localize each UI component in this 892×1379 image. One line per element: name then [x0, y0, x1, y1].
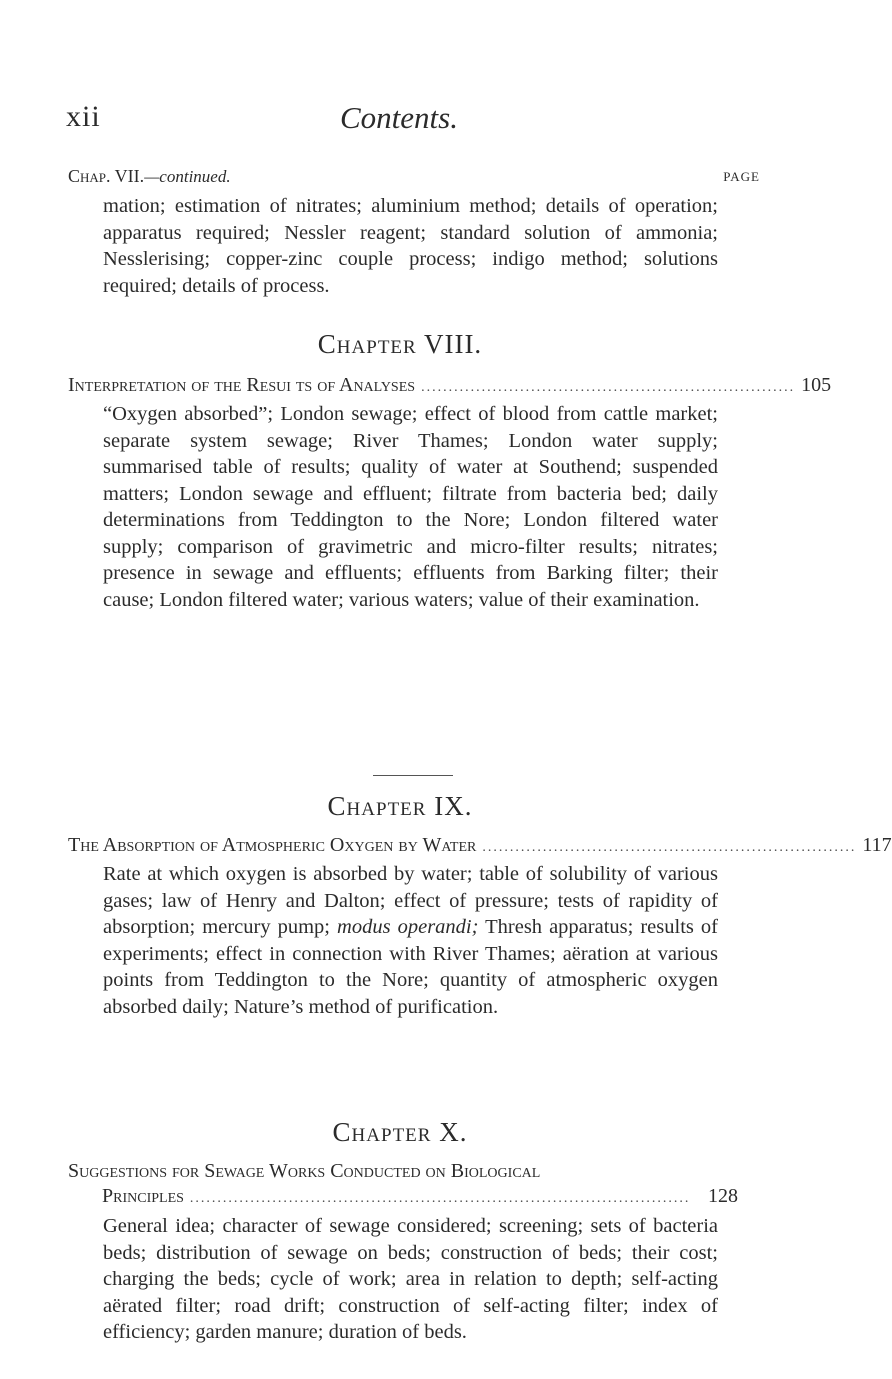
- continued-chapter-label: Chap. VII.: [68, 166, 145, 186]
- page-column-label: PAGE: [723, 169, 760, 184]
- chapter-viii-heading: Chapter VIII.: [317, 329, 483, 359]
- chapter-x-page: 128: [708, 1185, 738, 1207]
- chapter-ix-page: 117: [862, 834, 892, 856]
- chapter-x-heading: Chapter X.: [332, 1117, 468, 1147]
- continuation-line: [68, 166, 760, 187]
- running-head: [0, 100, 800, 140]
- chapter-x-title-line2: Principles: [102, 1185, 184, 1207]
- chapter-ix-title: The Absorption of Atmospheric Oxygen by Water: [68, 834, 477, 856]
- section-divider: [373, 775, 453, 776]
- chapter-viii-page: 105: [801, 374, 832, 396]
- chapter-ix-heading: Chapter IX.: [327, 791, 473, 821]
- page-number: xii: [66, 100, 101, 133]
- chapter-vii-description-continued: mation; estimation of nitrates; aluminium method; details of operation; apparatus required; Nessler reagent; standard solution of ammonia; Nesslerising; copper-zinc couple process; indigo method; solutions required; details of process.: [103, 195, 718, 297]
- chapter-ix-description-part1: Rate at which oxygen is absorbed by water; table of solubility of various gases; law of Henry and Dalton; effect of pressure; tests of rapidity of absorption; mercury pump;: [103, 863, 718, 938]
- chapter-viii-description: “Oxygen absorbed”; London sewage; effect of blood from cattle market; separate system sewage; River Thames; London water supply; summarised table of results; quality of water at Southend; suspended matters; London sewage and effluent; filtrate from bacteria bed; daily determinations from Teddington to the Nore; London filtered water supply; comparison of gravimetric and micro-filter results; nitrates; presence in sewage and effluents; effluents from Barking filter; their cause; London filtered water; various waters; value of their examination.: [103, 403, 718, 611]
- chapter-viii-title: Interpretation of the Resui ts of Analyses: [68, 374, 416, 396]
- chapter-ix-entry: [68, 834, 892, 857]
- dot-leader: ...........................................................................................: [189, 1191, 691, 1206]
- chapter-ix-description: [103, 861, 718, 1020]
- continued-label: —continued.: [144, 167, 231, 186]
- chapter-x-description: General idea; character of sewage considered; screening; sets of bacteria beds; distribution of sewage on beds; construction of beds; their cost; charging the beds; cycle of work; area in relation to depth; self-acting aërated filter; road drift; construction of self-acting filter; index of efficiency; garden manure; duration of beds.: [103, 1215, 718, 1343]
- chapter-viii-entry: [68, 374, 832, 397]
- chapter-ix-description-part2: Thresh apparatus; results of experiments; effect in connection with River Thames; aëration at various points from Teddington to the Nore; quantity of atmospheric oxygen absorbed daily; Nature’s method of purification.: [103, 916, 718, 1018]
- chapter-x-entry: [68, 1160, 738, 1208]
- dot-leader: ....................................................................: [482, 840, 857, 855]
- chapter-x-title-line1: Suggestions for Sewage Works Conducted on Biological: [68, 1160, 541, 1182]
- dot-leader: ....................................................................: [421, 380, 796, 395]
- page-title: Contents.: [340, 100, 458, 135]
- chapter-ix-description-italic: modus operandi;: [337, 916, 479, 938]
